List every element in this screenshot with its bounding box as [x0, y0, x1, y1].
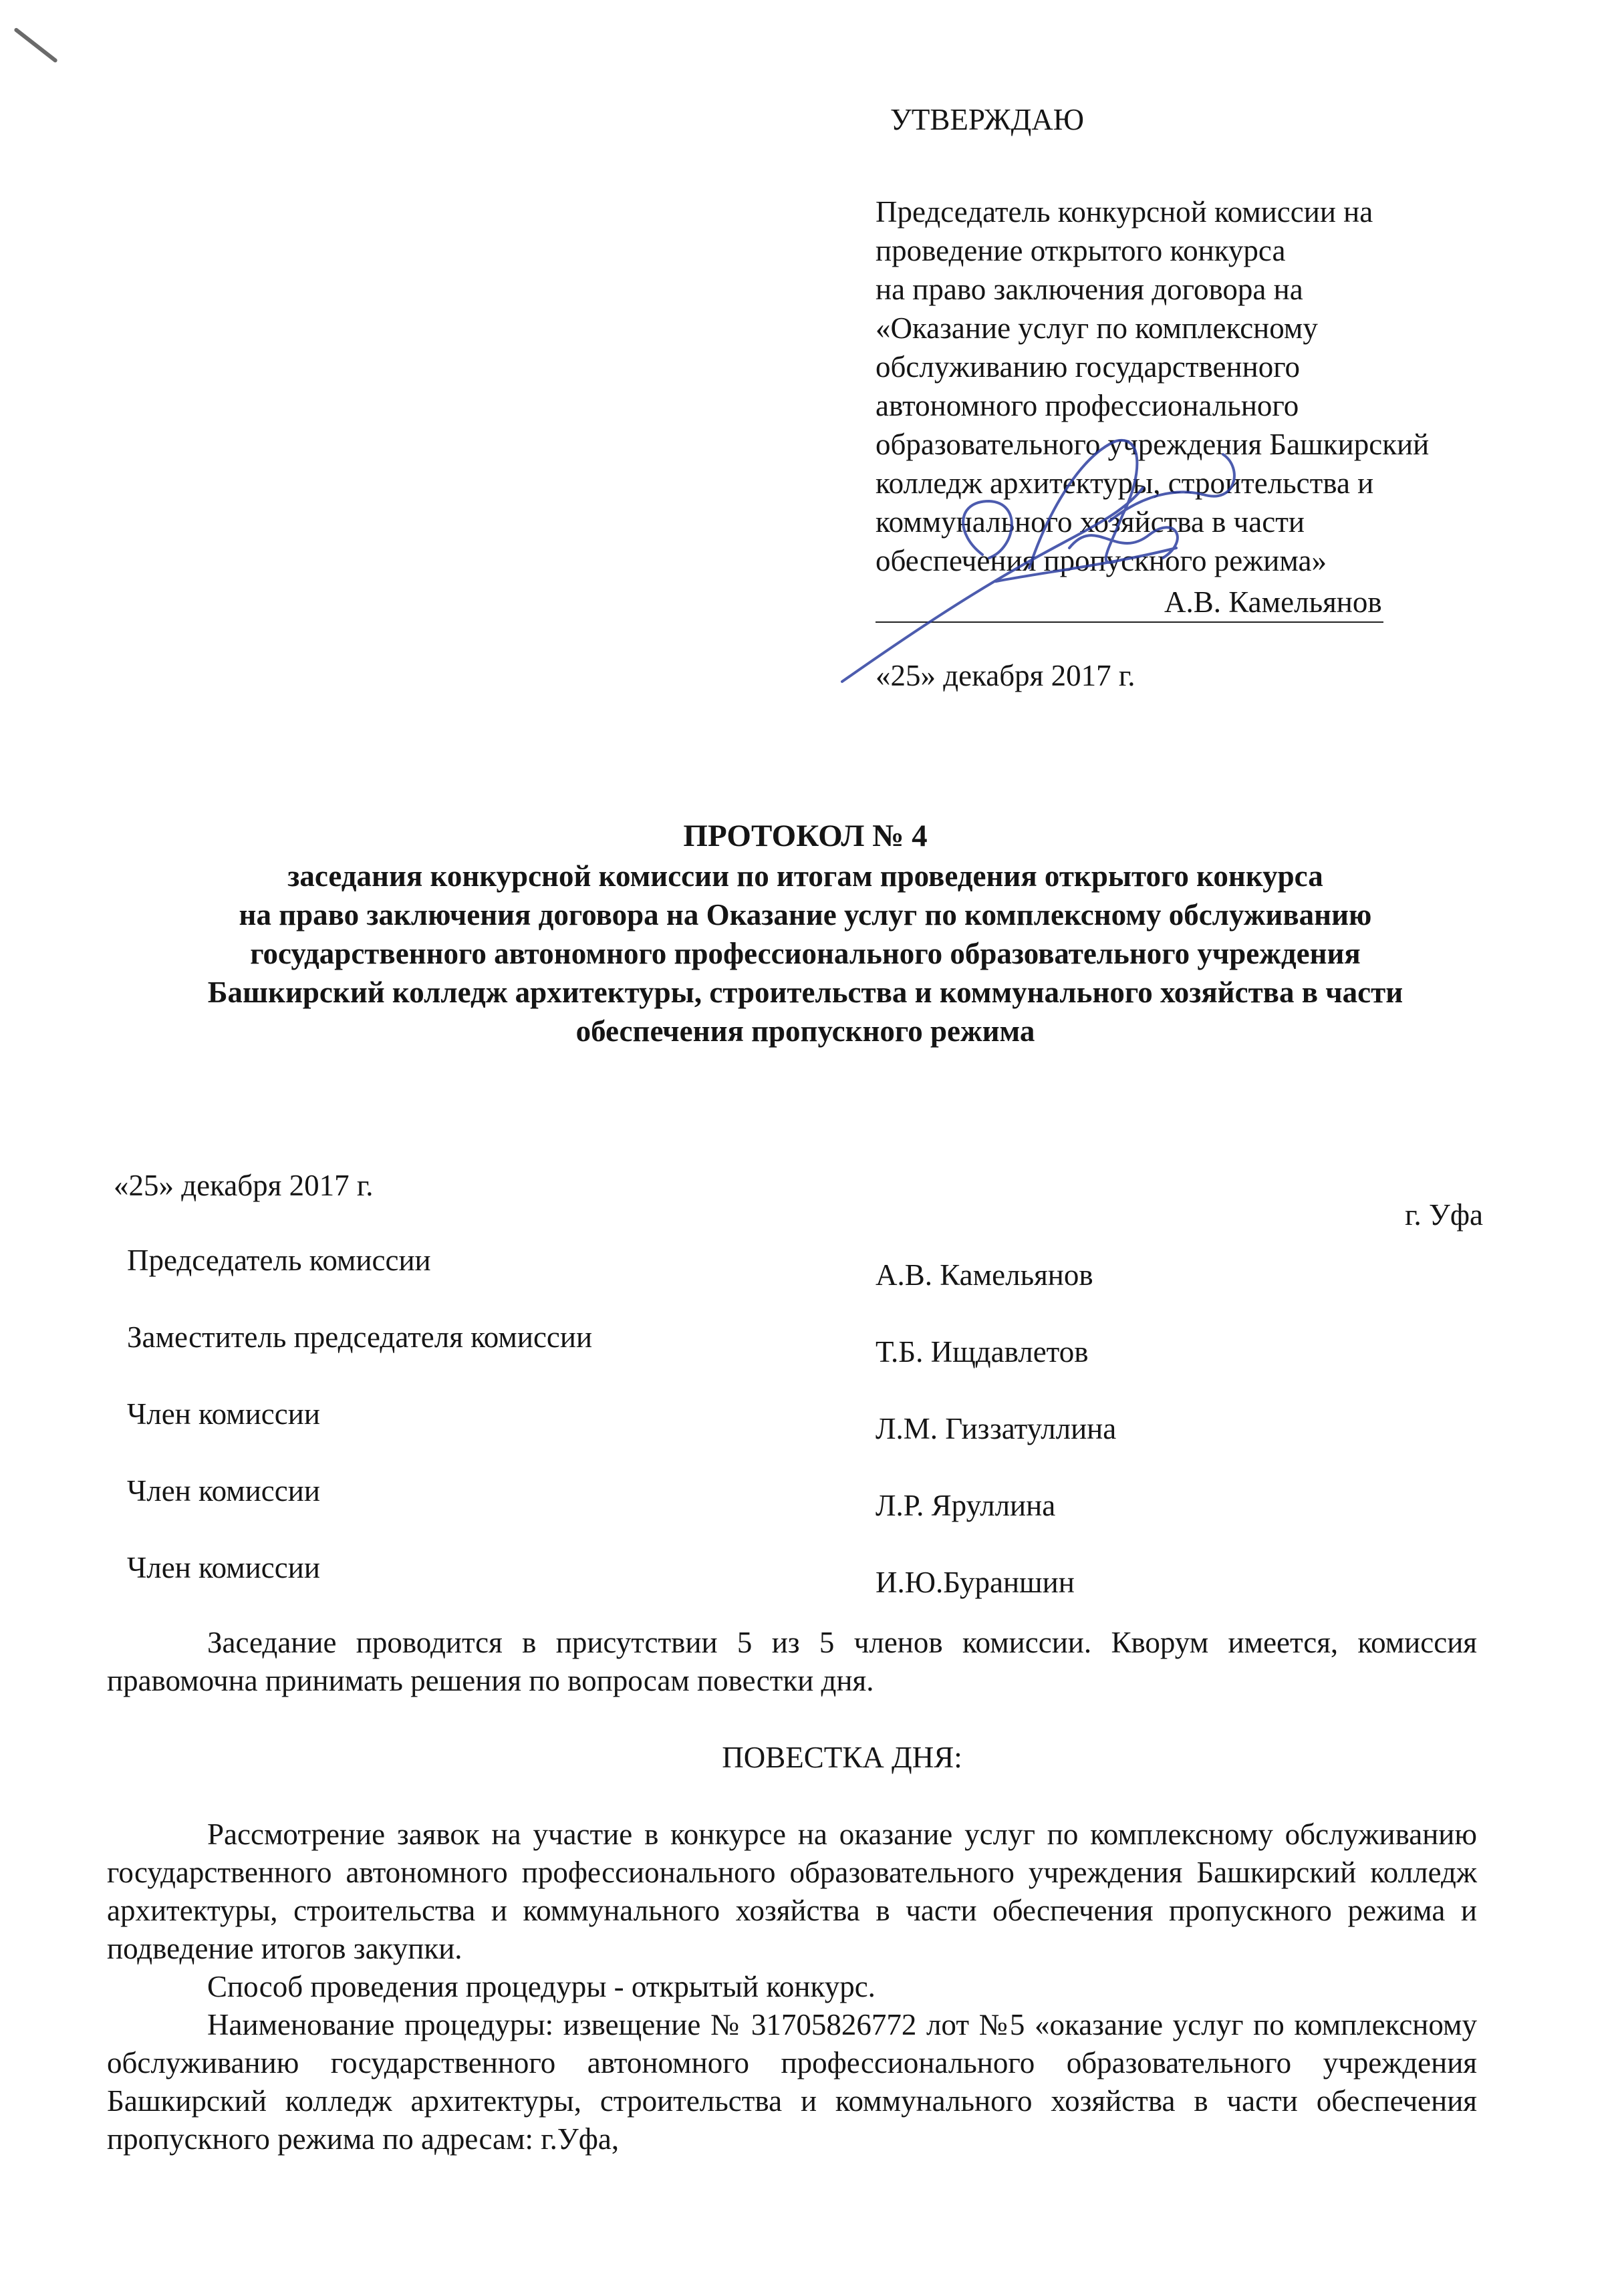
- member-role: Член комиссии: [127, 1551, 320, 1584]
- member-name: А.В. Камельянов: [876, 1258, 1093, 1292]
- member-role: Председатель комиссии: [127, 1244, 431, 1277]
- member-row: [127, 1243, 1464, 1320]
- protocol-subtitle-line: государственного автономного профессионального образовательного учреждения: [250, 937, 1361, 970]
- procedure-paragraph: Наименование процедуры: извещение № 31705826772 лот №5 «оказание услуг по комплексному обслуживанию государственного автономного профессионального образовательного учреждения Башкирский колледж архитектуры, строительства и коммунального хозяйства в части обеспечения пропускного режима по адресам: г.Уфа,: [107, 2008, 1477, 2156]
- member-row: [127, 1397, 1464, 1473]
- approval-line: на право заключения договора на: [876, 273, 1303, 306]
- handwritten-signature: [829, 414, 1297, 695]
- member-row: [127, 1473, 1464, 1550]
- approval-line: Председатель конкурсной комиссии на: [876, 195, 1373, 229]
- approval-line: автономного профессионального: [876, 389, 1299, 422]
- member-role: Заместитель председателя комиссии: [127, 1320, 593, 1354]
- meeting-date: «25» декабря 2017 г.: [114, 1169, 374, 1202]
- method-paragraph: Способ проведения процедуры - открытый конкурс.: [207, 1970, 876, 2003]
- commission-members: [127, 1243, 1464, 1627]
- member-role: Член комиссии: [127, 1474, 320, 1508]
- protocol-subtitle-line: Башкирский колледж архитектуры, строительства и коммунального хозяйства в части: [207, 976, 1403, 1009]
- protocol-body: [107, 1624, 1477, 2158]
- approval-line: обслуживанию государственного: [876, 350, 1301, 384]
- protocol-subtitle-line: обеспечения пропускного режима: [575, 1014, 1035, 1048]
- agenda-title: ПОВЕСТКА ДНЯ:: [722, 1741, 962, 1774]
- protocol-header: [94, 817, 1517, 1050]
- protocol-subtitle-line: заседания конкурсной комиссии по итогам проведения открытого конкурса: [287, 859, 1323, 893]
- member-row: [127, 1550, 1464, 1627]
- approval-line: обеспечения пропускного режима»: [876, 544, 1327, 577]
- quorum-paragraph: Заседание проводится в присутствии 5 из 5 членов комиссии. Кворум имеется, комиссия правомочна принимать решения по вопросам повестки дня.: [107, 1626, 1477, 1697]
- member-name: И.Ю.Бураншин: [876, 1566, 1075, 1599]
- meeting-city: г. Уфа: [1405, 1198, 1483, 1232]
- approval-title: УТВЕРЖДАЮ: [890, 103, 1085, 136]
- approval-line: «Оказание услуг по комплексному: [876, 311, 1318, 345]
- member-row: [127, 1320, 1464, 1397]
- protocol-subtitle-line: на право заключения договора на Оказание услуг по комплексному обслуживанию: [239, 898, 1372, 931]
- approval-line: образовательного учреждения Башкирский: [876, 428, 1430, 461]
- approval-line: коммунального хозяйства в части: [876, 505, 1305, 539]
- protocol-number: ПРОТОКОЛ № 4: [683, 819, 928, 853]
- member-name: Л.Р. Яруллина: [876, 1489, 1056, 1522]
- agenda-heading: [107, 1739, 1477, 1777]
- member-role: Член комиссии: [127, 1397, 320, 1431]
- agenda-paragraph: Рассмотрение заявок на участие в конкурсе на оказание услуг по комплексному обслуживанию государственного автономного профессионального образовательного учреждения Башкирский колледж архитектуры, строительства и коммунального хозяйства в части обеспечения пропускного режима и подведение итогов закупки.: [107, 1818, 1477, 1965]
- approval-date: «25» декабря 2017 г.: [876, 659, 1135, 692]
- approval-signer: А.В. Камельянов: [1163, 583, 1383, 623]
- approval-line: проведение открытого конкурса: [876, 234, 1286, 267]
- scan-mark: [13, 27, 58, 63]
- approval-line: колледж архитектуры, строительства и: [876, 466, 1374, 500]
- member-name: Т.Б. Ищдавлетов: [876, 1335, 1089, 1369]
- member-name: Л.М. Гиззатуллина: [876, 1412, 1117, 1445]
